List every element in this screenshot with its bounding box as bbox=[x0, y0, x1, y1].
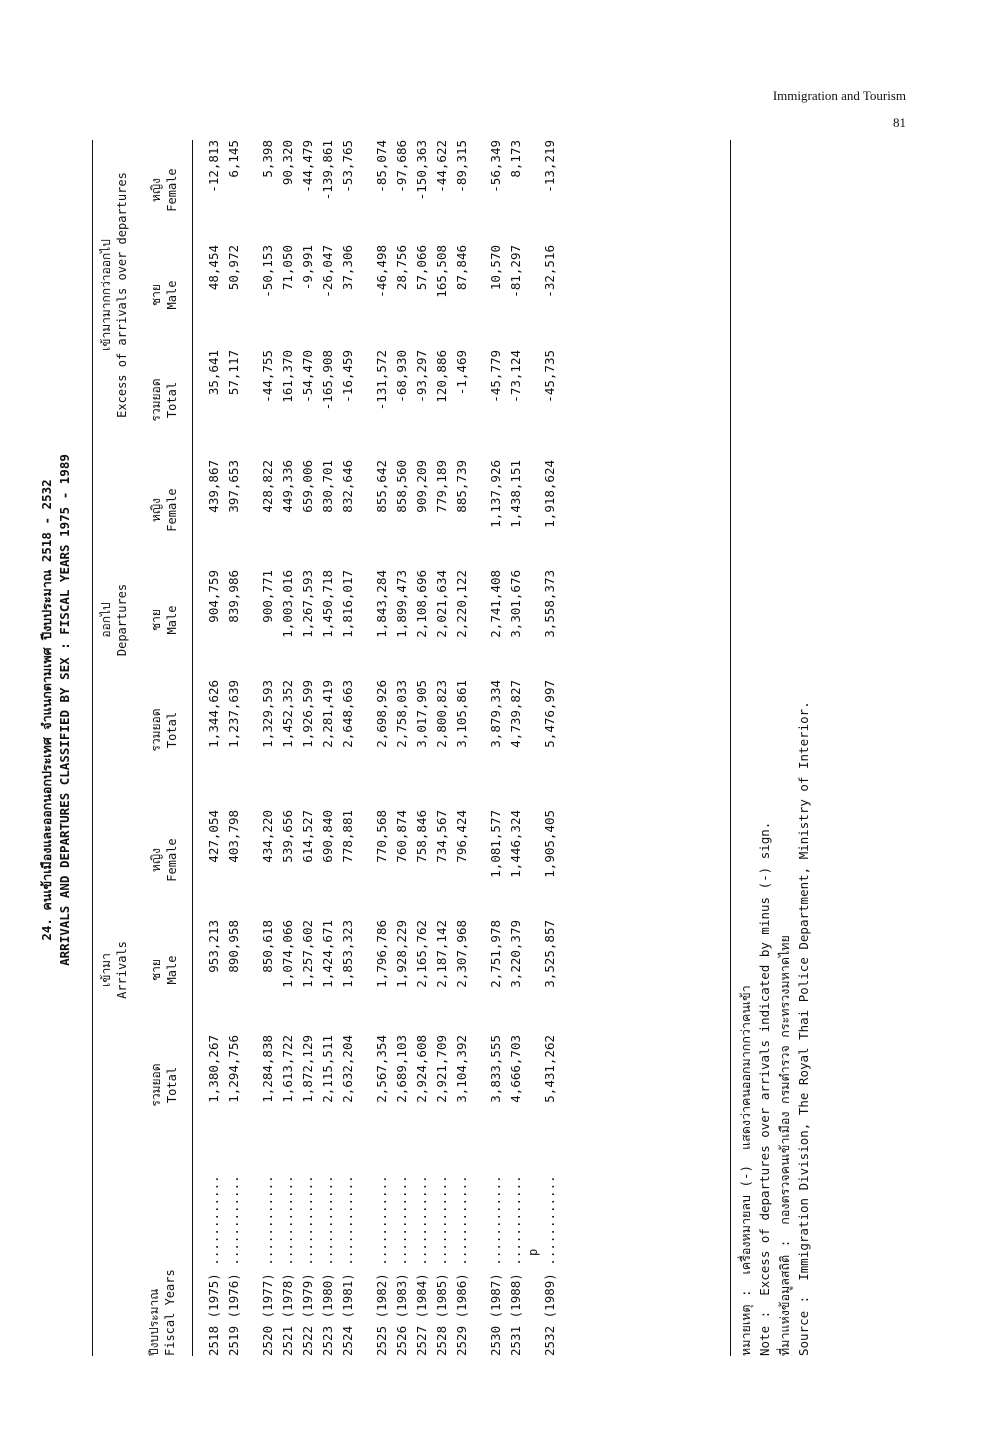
table-cell: 1,294,756 bbox=[226, 1035, 241, 1103]
table-row bbox=[300, 140, 320, 1356]
table-cell: 2,281,419 bbox=[320, 680, 335, 748]
label-th: ชาย bbox=[149, 609, 163, 631]
table-cell: -93,297 bbox=[414, 350, 429, 403]
sub-dep-male bbox=[148, 570, 180, 670]
header-year-th: ปีงบประมาณ bbox=[147, 1288, 161, 1356]
table-cell: 2,021,634 bbox=[434, 570, 449, 638]
header-departures-en: Departures bbox=[115, 583, 130, 657]
label-en: Total bbox=[165, 1066, 180, 1104]
year-ce: (1982) bbox=[374, 1273, 389, 1319]
year-label: 2532 (1989) ............ bbox=[542, 1175, 557, 1356]
table-row bbox=[206, 140, 226, 1356]
label-th: รวมยอด bbox=[149, 378, 163, 422]
table-cell: 885,739 bbox=[454, 460, 469, 513]
table-cell: 1,918,624 bbox=[542, 460, 557, 528]
header-rule bbox=[192, 140, 193, 1356]
table-cell: 449,336 bbox=[280, 460, 295, 513]
title-english: ARRIVALS AND DEPARTURES CLASSIFIED BY SEX : FISCAL YEARS 1975 - 1989 bbox=[57, 454, 73, 966]
title-thai: 24. คนเข้าเมืองและออกนอกประเทศ จำแนกตามเพศ ปีงบประมาณ 2518 - 2532 bbox=[39, 479, 54, 941]
year-ce: (1979) bbox=[300, 1273, 315, 1319]
table-cell: -73,124 bbox=[508, 350, 523, 403]
year-ce: (1985) bbox=[434, 1273, 449, 1319]
table-cell: 614,527 bbox=[300, 810, 315, 863]
table-cell: 90,320 bbox=[280, 140, 295, 186]
table-cell: 57,117 bbox=[226, 350, 241, 396]
table-cell: 397,653 bbox=[226, 460, 241, 513]
table-cell: 2,698,926 bbox=[374, 680, 389, 748]
table-cell: 690,840 bbox=[320, 810, 335, 863]
year-be: 2519 bbox=[226, 1325, 241, 1356]
year-label: 2531 (1988) ............ bbox=[508, 1175, 523, 1356]
table-cell: -97,686 bbox=[394, 140, 409, 193]
table-row bbox=[508, 140, 528, 1356]
table-cell: -165,908 bbox=[320, 350, 335, 411]
year-label: 2524 (1981) ............ bbox=[340, 1175, 355, 1356]
year-label: 2521 (1978) ............ bbox=[280, 1175, 295, 1356]
year-label: 2525 (1982) ............ bbox=[374, 1175, 389, 1356]
table-cell: -68,930 bbox=[394, 350, 409, 403]
year-ce: (1977) bbox=[260, 1273, 275, 1319]
table-cell: 953,213 bbox=[206, 920, 221, 973]
table-cell: 71,050 bbox=[280, 245, 295, 291]
label-th: หญิง bbox=[149, 848, 163, 872]
year-label: 2526 (1983) ............ bbox=[394, 1175, 409, 1356]
year-ce: (1986) bbox=[454, 1273, 469, 1319]
table-cell: 428,822 bbox=[260, 460, 275, 513]
table-cell: 796,424 bbox=[454, 810, 469, 863]
page-number: 81 bbox=[893, 114, 906, 130]
year-ce: (1978) bbox=[280, 1273, 295, 1319]
table-cell: -26,047 bbox=[320, 245, 335, 298]
table-cell: 37,306 bbox=[340, 245, 355, 291]
sub-exc-female bbox=[148, 140, 180, 240]
year-ce: (1989) bbox=[542, 1273, 557, 1319]
table-cell: -54,470 bbox=[300, 350, 315, 403]
table-cell: 1,081,577 bbox=[488, 810, 503, 878]
table-row bbox=[488, 140, 508, 1356]
table-cell: 770,568 bbox=[374, 810, 389, 863]
table-cell: -32,516 bbox=[542, 245, 557, 298]
year-label: 2528 (1985) ............ bbox=[434, 1175, 449, 1356]
table-cell: 830,701 bbox=[320, 460, 335, 513]
table-cell: 1,843,284 bbox=[374, 570, 389, 638]
table-cell: 1,928,229 bbox=[394, 920, 409, 988]
label-th: หญิง bbox=[149, 178, 163, 202]
year-label: 2522 (1979) ............ bbox=[300, 1175, 315, 1356]
table-cell: 1,284,838 bbox=[260, 1035, 275, 1103]
table-cell: -44,755 bbox=[260, 350, 275, 403]
table-cell: 6,145 bbox=[226, 140, 241, 178]
provisional-mark: p bbox=[526, 1248, 540, 1256]
table-cell: 1,450,718 bbox=[320, 570, 335, 638]
table-cell: 2,115,511 bbox=[320, 1035, 335, 1103]
table-row bbox=[226, 140, 246, 1356]
table-cell: -45,735 bbox=[542, 350, 557, 403]
table-cell: 2,751,978 bbox=[488, 920, 503, 988]
table-cell: -56,349 bbox=[488, 140, 503, 193]
year-ce: (1983) bbox=[394, 1273, 409, 1319]
table-cell: 1,853,323 bbox=[340, 920, 355, 988]
year-be: 2526 bbox=[394, 1325, 409, 1356]
table-cell: 165,508 bbox=[434, 245, 449, 298]
table-cell: 3,220,379 bbox=[508, 920, 523, 988]
table-row bbox=[374, 140, 394, 1356]
year-be: 2527 bbox=[414, 1325, 429, 1356]
year-be: 2520 bbox=[260, 1325, 275, 1356]
year-be: 2528 bbox=[434, 1325, 449, 1356]
table-cell: 434,220 bbox=[260, 810, 275, 863]
table-cell: 1,137,926 bbox=[488, 460, 503, 528]
table-cell: -44,622 bbox=[434, 140, 449, 193]
sub-exc-total bbox=[148, 350, 180, 450]
year-be: 2521 bbox=[280, 1325, 295, 1356]
year-ce: (1975) bbox=[206, 1273, 221, 1319]
year-be: 2522 bbox=[300, 1325, 315, 1356]
table-cell: 3,558,373 bbox=[542, 570, 557, 638]
table-cell: -89,315 bbox=[454, 140, 469, 193]
table-cell: 5,398 bbox=[260, 140, 275, 178]
label-th: รวมยอด bbox=[149, 708, 163, 752]
table-cell: 2,307,968 bbox=[454, 920, 469, 988]
sub-arr-male bbox=[148, 920, 180, 1020]
label-en: Male bbox=[165, 605, 180, 635]
table-cell: 1,237,639 bbox=[226, 680, 241, 748]
label-en: Male bbox=[165, 955, 180, 985]
label-th: ชาย bbox=[149, 284, 163, 306]
table-cell: 2,632,204 bbox=[340, 1035, 355, 1103]
table-cell: 734,567 bbox=[434, 810, 449, 863]
table-cell: -46,498 bbox=[374, 245, 389, 298]
table-cell: 3,104,392 bbox=[454, 1035, 469, 1103]
year-be: 2524 bbox=[340, 1325, 355, 1356]
table-cell: 2,108,696 bbox=[414, 570, 429, 638]
year-be: 2532 bbox=[542, 1325, 557, 1356]
table-cell: 2,741,408 bbox=[488, 570, 503, 638]
year-label: 2529 (1986) ............ bbox=[454, 1175, 469, 1356]
year-label: 2518 (1975) ............ bbox=[206, 1175, 221, 1356]
table-cell: 87,846 bbox=[454, 245, 469, 291]
table-cell: 427,054 bbox=[206, 810, 221, 863]
sub-dep-female bbox=[148, 460, 180, 560]
year-ce: (1988) bbox=[508, 1273, 523, 1319]
table-cell: 900,771 bbox=[260, 570, 275, 623]
label-en: Female bbox=[165, 488, 180, 532]
source-thai: ที่มาแห่งข้อมูลสถิติ : กองตรวจคนเข้าเมือง กรมตำรวจ กระทรวงมหาดไทย bbox=[776, 935, 792, 1356]
year-be: 2531 bbox=[508, 1325, 523, 1356]
year-ce: (1984) bbox=[414, 1273, 429, 1319]
table-cell: -139,861 bbox=[320, 140, 335, 201]
table-cell: 4,666,703 bbox=[508, 1035, 523, 1103]
table-cell: 779,189 bbox=[434, 460, 449, 513]
table-cell: 10,570 bbox=[488, 245, 503, 291]
table-cell: 35,641 bbox=[206, 350, 221, 396]
note-english: Note : Excess of departures over arrivals indicated by minus (-) sign. bbox=[757, 821, 773, 1356]
year-label: 2519 (1976) ............ bbox=[226, 1175, 241, 1356]
table-cell: 5,476,997 bbox=[542, 680, 557, 748]
table-cell: 1,344,626 bbox=[206, 680, 221, 748]
table-cell: 858,560 bbox=[394, 460, 409, 513]
year-be: 2529 bbox=[454, 1325, 469, 1356]
table-cell: 850,618 bbox=[260, 920, 275, 973]
table-cell: 3,105,861 bbox=[454, 680, 469, 748]
year-label: 2520 (1977) ............ bbox=[260, 1175, 275, 1356]
table-cell: 2,921,709 bbox=[434, 1035, 449, 1103]
section-title: Immigration and Tourism bbox=[772, 88, 906, 103]
sub-arr-female bbox=[148, 810, 180, 910]
table-cell: 3,879,334 bbox=[488, 680, 503, 748]
table-cell: 1,446,324 bbox=[508, 810, 523, 878]
table-cell: -131,572 bbox=[374, 350, 389, 411]
year-be: 2525 bbox=[374, 1325, 389, 1356]
table-cell: 8,173 bbox=[508, 140, 523, 178]
table-cell: 2,187,142 bbox=[434, 920, 449, 988]
top-rule bbox=[92, 140, 93, 1356]
table-cell: 832,646 bbox=[340, 460, 355, 513]
label-en: Female bbox=[165, 168, 180, 212]
year-ce: (1976) bbox=[226, 1273, 241, 1319]
header-excess-th: เข้ามามากกว่าออกไป bbox=[99, 239, 113, 351]
table-cell: 1,613,722 bbox=[280, 1035, 295, 1103]
table-cell: 1,267,593 bbox=[300, 570, 315, 638]
table-cell: 2,165,762 bbox=[414, 920, 429, 988]
table-cell: 439,867 bbox=[206, 460, 221, 513]
source-english: Source : Immigration Division, The Royal Thai Police Department, Ministry of Interior. bbox=[796, 701, 812, 1356]
table-cell: 2,220,122 bbox=[454, 570, 469, 638]
table-cell: 2,689,103 bbox=[394, 1035, 409, 1103]
table-cell: 2,758,033 bbox=[394, 680, 409, 748]
table-cell: 760,874 bbox=[394, 810, 409, 863]
table-cell: 1,074,066 bbox=[280, 920, 295, 988]
table-cell: -12,813 bbox=[206, 140, 221, 193]
table-cell: -9,991 bbox=[300, 245, 315, 291]
table-cell: 3,833,555 bbox=[488, 1035, 503, 1103]
table-cell: 1,003,016 bbox=[280, 570, 295, 638]
table-cell: 50,972 bbox=[226, 245, 241, 291]
year-ce: (1981) bbox=[340, 1273, 355, 1319]
table-notes bbox=[736, 701, 814, 1356]
table-cell: 1,872,129 bbox=[300, 1035, 315, 1103]
header-excess-en: Excess of arrivals over departures bbox=[115, 172, 130, 418]
header-year bbox=[146, 1236, 178, 1356]
table-cell: -85,074 bbox=[374, 140, 389, 193]
header-arrivals bbox=[98, 805, 130, 1135]
table-cell: 758,846 bbox=[414, 810, 429, 863]
header-departures bbox=[98, 460, 130, 780]
label-en: Total bbox=[165, 381, 180, 419]
table-row bbox=[454, 140, 474, 1356]
table-cell: -16,459 bbox=[340, 350, 355, 403]
header-excess bbox=[98, 140, 130, 450]
label-en: Total bbox=[165, 711, 180, 749]
header-arrivals-en: Arrivals bbox=[115, 941, 130, 999]
bottom-rule bbox=[730, 140, 731, 1356]
table-cell: 3,017,905 bbox=[414, 680, 429, 748]
table-cell: 855,642 bbox=[374, 460, 389, 513]
table-cell: 1,329,593 bbox=[260, 680, 275, 748]
year-label: 2530 (1987) ............ bbox=[488, 1175, 503, 1356]
table-row bbox=[394, 140, 414, 1356]
table-cell: 161,370 bbox=[280, 350, 295, 403]
label-th: หญิง bbox=[149, 498, 163, 522]
year-be: 2523 bbox=[320, 1325, 335, 1356]
table-cell: 3,525,857 bbox=[542, 920, 557, 988]
table-cell: 778,881 bbox=[340, 810, 355, 863]
table-cell: -53,765 bbox=[340, 140, 355, 193]
table-row bbox=[340, 140, 360, 1356]
table-row bbox=[260, 140, 280, 1356]
table-cell: 1,380,267 bbox=[206, 1035, 221, 1103]
table-cell: 1,424,671 bbox=[320, 920, 335, 988]
table-cell: -50,153 bbox=[260, 245, 275, 298]
year-label: 2527 (1984) ............ bbox=[414, 1175, 429, 1356]
table-row bbox=[280, 140, 300, 1356]
table-cell: 539,656 bbox=[280, 810, 295, 863]
table-cell: 57,066 bbox=[414, 245, 429, 291]
year-ce: (1987) bbox=[488, 1273, 503, 1319]
table-cell: 1,926,599 bbox=[300, 680, 315, 748]
year-label: 2523 (1980) ............ bbox=[320, 1175, 335, 1356]
table-cell: -13,219 bbox=[542, 140, 557, 193]
table-cell: 909,209 bbox=[414, 460, 429, 513]
table-titles bbox=[38, 60, 74, 1360]
year-be: 2530 bbox=[488, 1325, 503, 1356]
table-cell: 839,986 bbox=[226, 570, 241, 623]
table-cell: 2,567,354 bbox=[374, 1035, 389, 1103]
table-row bbox=[526, 140, 562, 1356]
table-cell: 2,924,608 bbox=[414, 1035, 429, 1103]
note-thai: หมายเหตุ : เครื่องหมายลบ (-) แสดงว่าคนออกมากกว่าคนเข้า bbox=[738, 985, 753, 1356]
table-cell: -45,779 bbox=[488, 350, 503, 403]
table-cell: -150,363 bbox=[414, 140, 429, 201]
table-cell: 1,796,786 bbox=[374, 920, 389, 988]
table-cell: 403,798 bbox=[226, 810, 241, 863]
label-en: Male bbox=[165, 280, 180, 310]
table-cell: 3,301,676 bbox=[508, 570, 523, 638]
table-cell: 1,438,151 bbox=[508, 460, 523, 528]
year-be: 2518 bbox=[206, 1325, 221, 1356]
rotated-table-page bbox=[36, 40, 916, 1380]
label-th: รวมยอด bbox=[149, 1063, 163, 1107]
table-cell: 2,648,663 bbox=[340, 680, 355, 748]
table-row bbox=[414, 140, 434, 1356]
table-cell: 4,739,827 bbox=[508, 680, 523, 748]
table-cell: 890,958 bbox=[226, 920, 241, 973]
header-arrivals-th: เข้ามา bbox=[99, 953, 113, 987]
header-departures-th: ออกไป bbox=[99, 602, 113, 638]
table-cell: 659,006 bbox=[300, 460, 315, 513]
sub-arr-total bbox=[148, 1035, 180, 1135]
year-ce: (1980) bbox=[320, 1273, 335, 1319]
table-cell: 120,886 bbox=[434, 350, 449, 403]
label-en: Female bbox=[165, 838, 180, 882]
table-row bbox=[320, 140, 340, 1356]
table-row bbox=[434, 140, 454, 1356]
table-cell: 1,816,017 bbox=[340, 570, 355, 638]
table-cell: -44,479 bbox=[300, 140, 315, 193]
table-cell: 1,899,473 bbox=[394, 570, 409, 638]
table-cell: -1,469 bbox=[454, 350, 469, 396]
sub-dep-total bbox=[148, 680, 180, 780]
label-th: ชาย bbox=[149, 959, 163, 981]
table-cell: 2,800,823 bbox=[434, 680, 449, 748]
table-cell: 904,759 bbox=[206, 570, 221, 623]
table-cell: 1,905,405 bbox=[542, 810, 557, 878]
table-cell: 5,431,262 bbox=[542, 1035, 557, 1103]
header-year-en: Fiscal Years bbox=[163, 1269, 178, 1356]
sub-exc-male bbox=[148, 245, 180, 345]
table-cell: 28,756 bbox=[394, 245, 409, 291]
table-cell: -81,297 bbox=[508, 245, 523, 298]
table-cell: 1,257,602 bbox=[300, 920, 315, 988]
table-cell: 48,454 bbox=[206, 245, 221, 291]
table-cell: 1,452,352 bbox=[280, 680, 295, 748]
